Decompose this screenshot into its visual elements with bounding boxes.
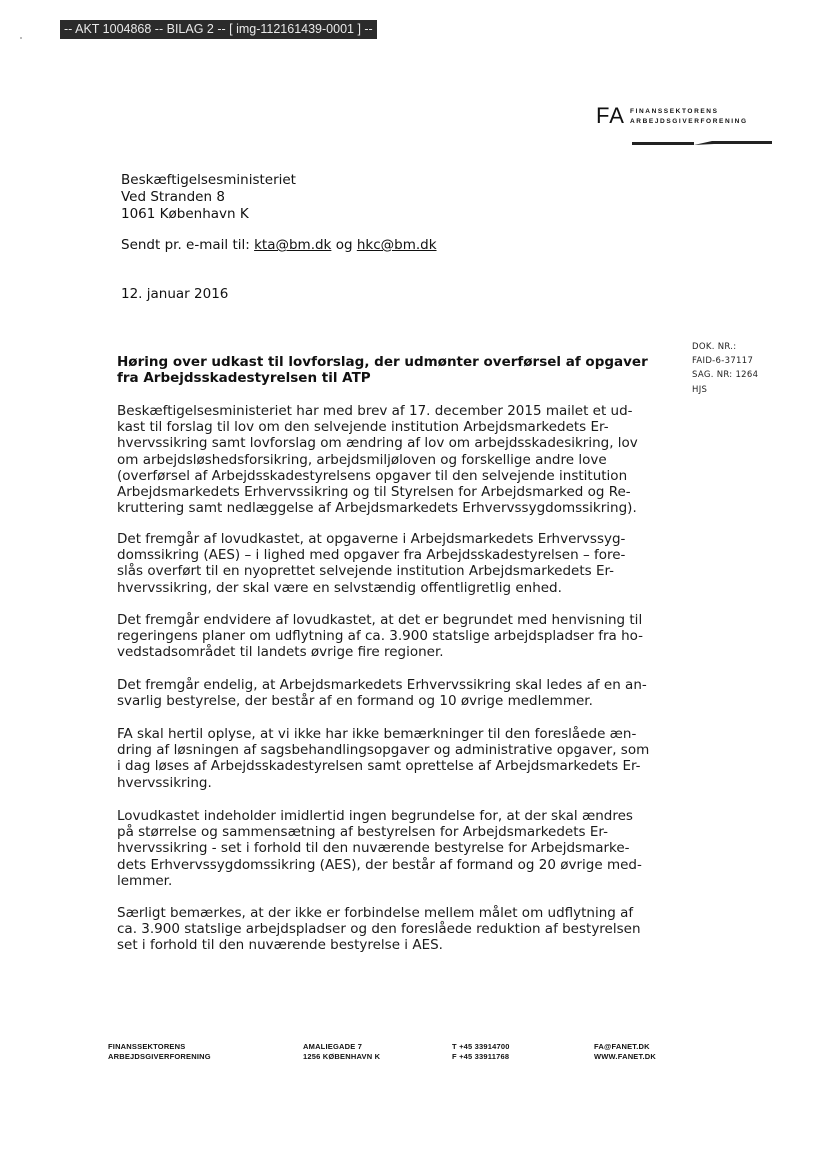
footer-website[interactable]: WWW.FANET.DK: [594, 1051, 656, 1061]
text-line: ca. 3.900 statslige arbejdspladser og den foreslåede reduktion af bestyrelsen: [117, 921, 641, 938]
paragraph-3: [117, 612, 643, 661]
sent-by-email-line: [121, 237, 437, 253]
text-line: Det fremgår endelig, at Arbejdsmarkedets Erhvervssikring skal ledes af en an-: [117, 677, 647, 693]
logo-text: [630, 107, 748, 127]
email-link-kta[interactable]: kta@bm.dk: [254, 237, 332, 253]
text-line: Det fremgår endvidere af lovudkastet, at det er begrundet med henvisning til: [117, 612, 643, 628]
text-line: (overførsel af Arbejdsskadestyrelsens opgaver til den selvejende institution: [117, 467, 628, 484]
initials: HJS: [692, 384, 708, 395]
text-line: vedstadsområdet til landets øvrige fire regioner.: [117, 644, 444, 661]
email-link-hkc[interactable]: hkc@bm.dk: [356, 237, 437, 253]
case-nr: SAG. NR: 1264: [692, 370, 759, 381]
text-line: slås overført til en nyoprettet selvejende institution Arbejdsmarkedets Er-: [117, 563, 615, 580]
text-line: hvervssikring - set i forhold til den nuværende bestyrelse for Arbejdsmarke-: [117, 840, 630, 857]
text-line: Arbejdsmarkedets Erhvervssikring og til Styrelsen for Arbejdsmarked og Re-: [117, 484, 631, 501]
footer-email[interactable]: FA@FANET.DK: [594, 1042, 650, 1051]
recipient-city: 1061 København K: [121, 206, 249, 222]
paragraph-1: [117, 403, 638, 516]
subject-line-2: fra Arbejdsskadestyrelsen til ATP: [117, 370, 371, 386]
text-line: på størrelse og sammensætning af bestyrelsen for Arbejdsmarkedets Er-: [117, 824, 608, 841]
logo-line-2: ARBEJDSGIVERFORENING: [630, 118, 748, 125]
text-line: FA skal hertil oplyse, at vi ikke har ikke bemærkninger til den foreslåede æn-: [117, 726, 637, 742]
text-line: kast til forslag til lov om den selvejende institution Arbejdsmarkedets Er-: [117, 419, 609, 436]
recipient-name: Beskæftigelsesministeriet: [121, 172, 296, 188]
text-line: hvervssikring, der skal være en selvstændig offentligretlig enhed.: [117, 579, 562, 596]
text-line: hvervssikring.: [117, 774, 212, 791]
text-line: set i forhold til den nuværende bestyrelse i AES.: [117, 937, 443, 954]
logo-swoosh-icon: [632, 139, 772, 147]
recipient-address: [121, 172, 296, 223]
footer-address: [303, 1042, 380, 1061]
footer-fax: F +45 33911768: [452, 1051, 510, 1061]
scan-speck: [20, 37, 22, 39]
paragraph-5: [117, 726, 649, 791]
footer-org-line-1: FINANSSEKTORENS: [108, 1042, 186, 1051]
doc-nr-value: FAID-6-37117: [692, 356, 754, 367]
paragraph-2: [117, 531, 625, 596]
footer-telephone: T +45 33914700: [452, 1042, 510, 1051]
paragraph-7: [117, 905, 641, 954]
logo-mark: FA: [596, 103, 625, 128]
fa-logo: [596, 103, 776, 153]
text-line: svarlig bestyrelse, der består af en formand og 10 øvrige medlemmer.: [117, 693, 593, 710]
letter-date: 12. januar 2016: [121, 286, 229, 302]
footer-phone: [452, 1042, 510, 1061]
paragraph-6: [117, 808, 642, 889]
document-reference: [692, 340, 758, 397]
text-line: domssikring (AES) – i lighed med opgaver fra Arbejdsskadestyrelsen – fore-: [117, 547, 626, 564]
recipient-street: Ved Stranden 8: [121, 189, 225, 205]
text-line: dets Erhvervssygdomssikring (AES), der består af formand og 20 øvrige med-: [117, 856, 642, 873]
text-line: hvervssikring samt lovforslag om ændring af lov om arbejdsskadesikring, lov: [117, 435, 638, 452]
text-line: Beskæftigelsesministeriet har med brev af 17. december 2015 mailet et ud-: [117, 403, 633, 419]
text-line: Det fremgår af lovudkastet, at opgaverne i Arbejdsmarkedets Erhvervssyg-: [117, 531, 626, 547]
text-line: kruttering samt nedlæggelse af Arbejdsmarkedets Erhvervssygdomssikring).: [117, 500, 637, 517]
footer-web: [594, 1042, 656, 1061]
text-line: regeringens planer om udflytning af ca. 3.900 statslige arbejdspladser fra ho-: [117, 628, 644, 645]
text-line: dring af løsningen af sagsbehandlingsopgaver og administrative opgaver, som: [117, 742, 650, 759]
letter-subject: [117, 354, 648, 386]
footer-organization: [108, 1042, 211, 1061]
logo-line-1: FINANSSEKTORENS: [630, 108, 719, 115]
subject-line-1: Høring over udkast til lovforslag, der udmønter overførsel af opgaver: [117, 354, 648, 370]
doc-nr-label: DOK. NR.:: [692, 342, 737, 352]
sent-conjunction: og: [335, 237, 353, 253]
paragraph-4: [117, 677, 647, 709]
text-line: i dag løses af Arbejdsskadestyrelsen samt oprettelse af Arbejdsmarkedets Er-: [117, 758, 641, 775]
document-stamp: -- AKT 1004868 -- BILAG 2 -- [ img-112161439-0001 ] --: [60, 20, 377, 39]
text-line: Særligt bemærkes, at der ikke er forbindelse mellem målet om udflytning af: [117, 905, 634, 921]
footer-org-line-2: ARBEJDSGIVERFORENING: [108, 1051, 211, 1061]
footer-street: AMALIEGADE 7: [303, 1042, 363, 1051]
text-line: Lovudkastet indeholder imidlertid ingen begrundelse for, at der skal ændres: [117, 808, 633, 824]
sent-prefix: Sendt pr. e-mail til:: [121, 237, 250, 253]
text-line: lemmer.: [117, 872, 173, 889]
footer-city: 1256 KØBENHAVN K: [303, 1051, 381, 1061]
text-line: om arbejdsløshedsforsikring, arbejdsmiljøloven og forskellige andre love: [117, 451, 607, 468]
